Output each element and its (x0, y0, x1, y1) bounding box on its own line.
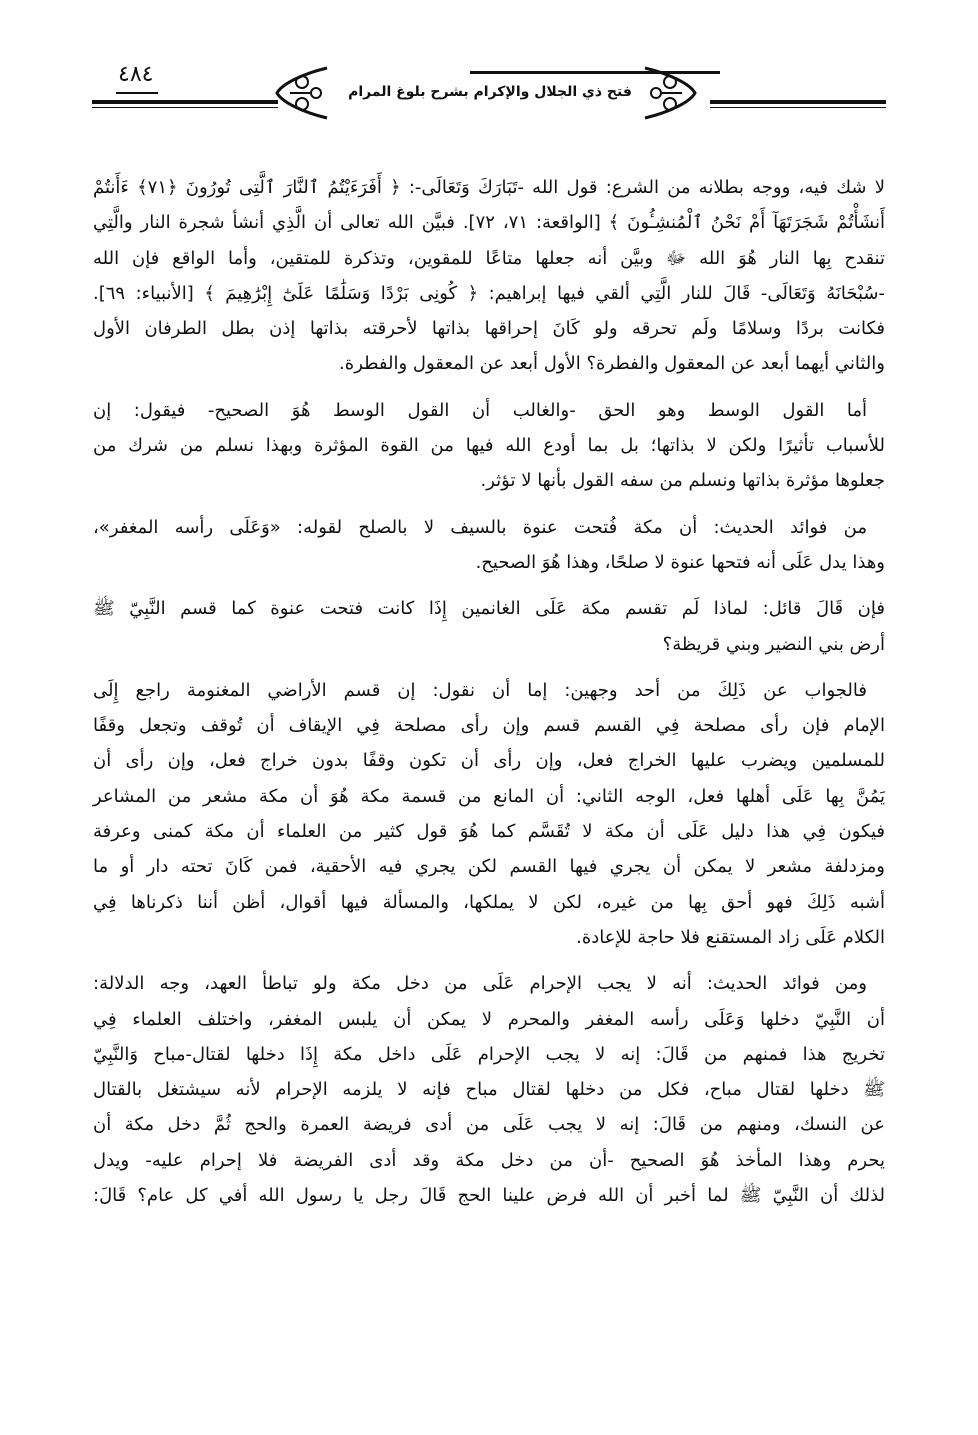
text-line: من فوائد الحديث: أن مكة فُتحت عنوة بالسيف لا بالصلح لقوله: «وَعَلَى رأسه المغفر»، (93, 516, 867, 538)
header-rule-left-thick (92, 100, 278, 104)
text-line: فالجواب عن ذَلِكَ من أحد وجهين: إما أن نقول: إن قسم الأراضي المغنومة راجع إِلَى (93, 679, 867, 701)
page-body (93, 170, 885, 1213)
text-line: أَنشَأْتُمْ شَجَرَتَهَآ أَمْ نَحْنُ ٱلْمُنشِـُٔونَ ﴾ [الواقعة: ٧١، ٧٢]. فبيَّن الله تعالى أن الَّذِي أنشأ شجرة النار والَّتِي (93, 212, 886, 234)
text-line: والثاني أيهما أبعد عن المعقول والفطرة؟ الأول أبعد عن المعقول والفطرة. (339, 353, 885, 375)
text-line: تخريج هذا فمنهم من قَالَ: إنه لا يجب الإحرام عَلَى داخل مكة إِذَا دخلها لقتال-مباح وَالنَّبِيّ (93, 1043, 885, 1065)
page-header (0, 0, 978, 140)
text-line: لا شك فيه، ووجه بطلانه من الشرع: قول الله -تَبَارَكَ وَتَعَالَى-: ﴿ أَفَرَءَيْتُمُ ٱلنَّارَ ٱلَّتِى تُورُونَ ﴿٧١﴾ ءَأَنتُمْ (93, 177, 885, 198)
text-line: أن النَّبِيّ دخلها وَعَلَى رأسه المغفر والمحرم لا يمكن أن يلبس المغفر، واختلف العلماء فِي (93, 1008, 885, 1030)
text-line: ومن فوائد الحديث: أنه لا يجب الإحرام عَلَى من دخل مكة ولو تباطأ العهد، وجه الدلالة: (93, 973, 867, 995)
text-line: للمسلمين ويضرب عليها الخراج فعل، وإن رأى أن تكون وقفًا بدون خراج فعل، وإن رأى أن (93, 750, 885, 772)
text-line: للأسباب تأثيرًا ولكن لا بذاتها؛ بل بما أودع الله فيها من القوة المؤثرة وبهذا نسلم من شرك من (93, 435, 885, 457)
text-line: وهذا يدل عَلَى أنه فتحها عنوة لا صلحًا، وهذا هُوَ الصحيح. (475, 551, 885, 573)
text-line: الإمام فإن رأى مصلحة فِي القسم قسم وإن رأى مصلحة فِي الإيقاف أن تُوقف وتجعل وقفًا (93, 715, 885, 737)
text-line: فيكون فِي هذا دليل عَلَى أن مكة لا تُقَسَّم كما هُوَ قول كثير من العلماء أن مكة كمنى وعرفة (93, 821, 885, 843)
book-title: فتح ذي الجلال والإكرام بشرح بلوغ المرام (348, 84, 632, 100)
text-line: أرض بني النضير وبني قريظة؟ (662, 633, 885, 655)
header-rule-left-thin (92, 107, 278, 108)
text-line: فإن قَالَ قائل: لماذا لَم تقسم مكة عَلَى الغانمين إِذَا كانت فتحت عنوة كما قسم النَّبِيّ ﷺ (93, 598, 885, 620)
text-line: تنقدح بِها النار هُوَ الله ﷻ وبيَّن أنه جعلها متاعًا للمقوين، وتذكرة للمتقين، وأما الواقع فإن الله (93, 247, 885, 269)
text-line: أشبه ذَلِكَ فهو أحق بِها من غيره، لكن لا يملكها، والمسألة فيها أقوال، أظن أننا ذكرناها فِي (93, 891, 885, 913)
text-line: يَمُنَّ بِها عَلَى أهلها فعل، الوجه الثاني: أن المانع من قسمة مكة هُوَ أن مكة مشعر من المشاعر (93, 785, 885, 807)
text-line: ﷺ دخلها لقتال مباح، فكل من دخلها لقتال مباح فإنه لا يلزمه الإحرام لأنه سيشتغل بالقتال (93, 1079, 885, 1101)
ornament-left-icon (272, 64, 332, 122)
text-line: جعلوها مؤثرة بذاتها ونسلم من سفه القول بأنها لا تؤثر. (480, 470, 885, 492)
text-line: أما القول الوسط وهو الحق -والغالب أن القول الوسط هُوَ الصحيح- فيقول: إن (93, 399, 867, 421)
text-line: الكلام عَلَى زاد المستقنع فلا حاجة للإعادة. (576, 926, 885, 948)
header-rule-right-thick (710, 100, 886, 104)
page-number: ٤٨٤ (118, 62, 154, 87)
text-line: ومزدلفة مشعر لا يمكن أن يجري فيها القسم لكن يجري فيه الأحقية، فمن كَانَ تحته دار أو ما (93, 856, 885, 878)
text-line: عن النسك، ومنهم من قَالَ: إنه لا يجب عَلَى من أدى فريضة العمرة والحج ثُمَّ دخل مكة أن (93, 1114, 885, 1136)
header-rule-right-thin (710, 107, 886, 108)
page-number-underline (116, 92, 158, 94)
text-line: لذلك أن النَّبِيّ ﷺ لما أخبر أن الله فرض علينا الحج قَالَ رجل يا رسول الله أفي كل عام؟ قَالَ: (93, 1185, 885, 1207)
text-line: -سُبْحَانَهُ وَتَعَالَى- قَالَ للنار الَّتِي ألقي فيها إبراهيم: ﴿ كُونِى بَرْدًا وَسَلَٰمًا عَلَىٰٓ إِبْرَٰهِيمَ ﴾ [الأنبياء: ٦٩]. (93, 282, 885, 304)
text-line: فكانت بردًا وسلامًا ولَم تحرقه ولو كَانَ إحراقها بذاتها لأحرقته بذاتها إذن بطل الطرفان الأول (93, 318, 885, 340)
ornament-right-icon (640, 64, 700, 122)
text-line: يحرم وهذا المأخذ هُوَ الصحيح -أن من دخل مكة وقد أدى الفريضة فلا إحرام عليه- ويدل (93, 1149, 885, 1171)
